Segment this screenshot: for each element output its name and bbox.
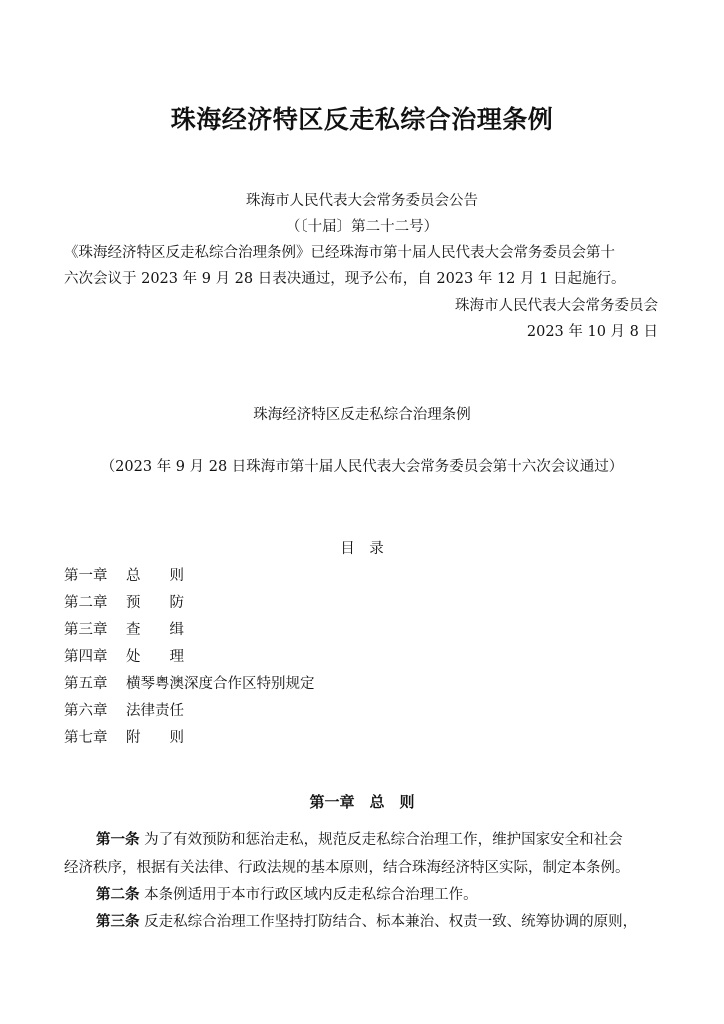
toc-item-title: 处 理: [126, 649, 184, 665]
toc-item: [64, 620, 184, 640]
article-paragraph: [96, 830, 660, 850]
toc-item-title: 横琴粤澳深度合作区特别规定: [126, 676, 315, 692]
toc-item: [64, 647, 184, 667]
announcement-signature: 珠海市人民代表大会常务委员会: [455, 298, 658, 314]
toc-item-title: 法律责任: [126, 703, 184, 719]
announcement-date: 2023 年 10 月 8 日: [526, 324, 658, 340]
toc-item-number: 第四章: [64, 649, 108, 665]
toc-heading: 目 录: [340, 541, 384, 557]
toc-item-number: 第二章: [64, 595, 108, 611]
article-paragraph: [96, 912, 660, 932]
article-paragraph-continued: 经济秩序，根据有关法律、行政法规的基本原则，结合珠海经济特区实际，制定本条例。: [64, 860, 630, 876]
toc-item-number: 第三章: [64, 622, 108, 638]
toc-item-title: 总 则: [126, 568, 184, 584]
toc-item-number: 第一章: [64, 568, 108, 584]
toc-item: [64, 566, 184, 586]
article-text: 本条例适用于本市行政区域内反走私综合治理工作。: [144, 887, 478, 903]
document-title: 珠海经济特区反走私综合治理条例: [170, 105, 554, 134]
article-paragraph: [96, 885, 660, 905]
article-label: 第一条: [96, 832, 140, 848]
toc-item-title: 预 防: [126, 595, 184, 611]
adoption-note: （2023 年 9 月 28 日珠海市第十届人民代表大会常务委员会第十六次会议通过）: [100, 459, 624, 475]
toc-item-number: 第六章: [64, 703, 108, 719]
toc-item: [64, 593, 184, 613]
toc-item-title: 附 则: [126, 730, 184, 746]
announcement-number: （〔十届〕第二十二号）: [285, 219, 439, 235]
announcement-body-line2: 六次会议于 2023 年 9 月 28 日表决通过，现予公布，自 2023 年 12 月 1 日起施行。: [64, 271, 626, 287]
article-label: 第二条: [96, 887, 140, 903]
toc-item-title: 查 缉: [126, 622, 184, 638]
toc-item: [64, 674, 315, 694]
toc-item: [64, 701, 184, 721]
toc-item-number: 第五章: [64, 676, 108, 692]
article-text: 反走私综合治理工作坚持打防结合、标本兼治、权责一致、统筹协调的原则，: [144, 914, 638, 930]
toc-item: [64, 728, 184, 748]
announcement-issuer: 珠海市人民代表大会常务委员会公告: [246, 193, 478, 209]
regulation-title: 珠海经济特区反走私综合治理条例: [253, 407, 471, 423]
announcement-body-line1: 《珠海经济特区反走私综合治理条例》已经珠海市第十届人民代表大会常务委员会第十: [64, 245, 615, 261]
article-label: 第三条: [96, 914, 140, 930]
toc-item-number: 第七章: [64, 730, 108, 746]
chapter-heading: 第一章 总 则: [309, 793, 415, 811]
article-text: 为了有效预防和惩治走私，规范反走私综合治理工作，维护国家安全和社会: [144, 832, 623, 848]
